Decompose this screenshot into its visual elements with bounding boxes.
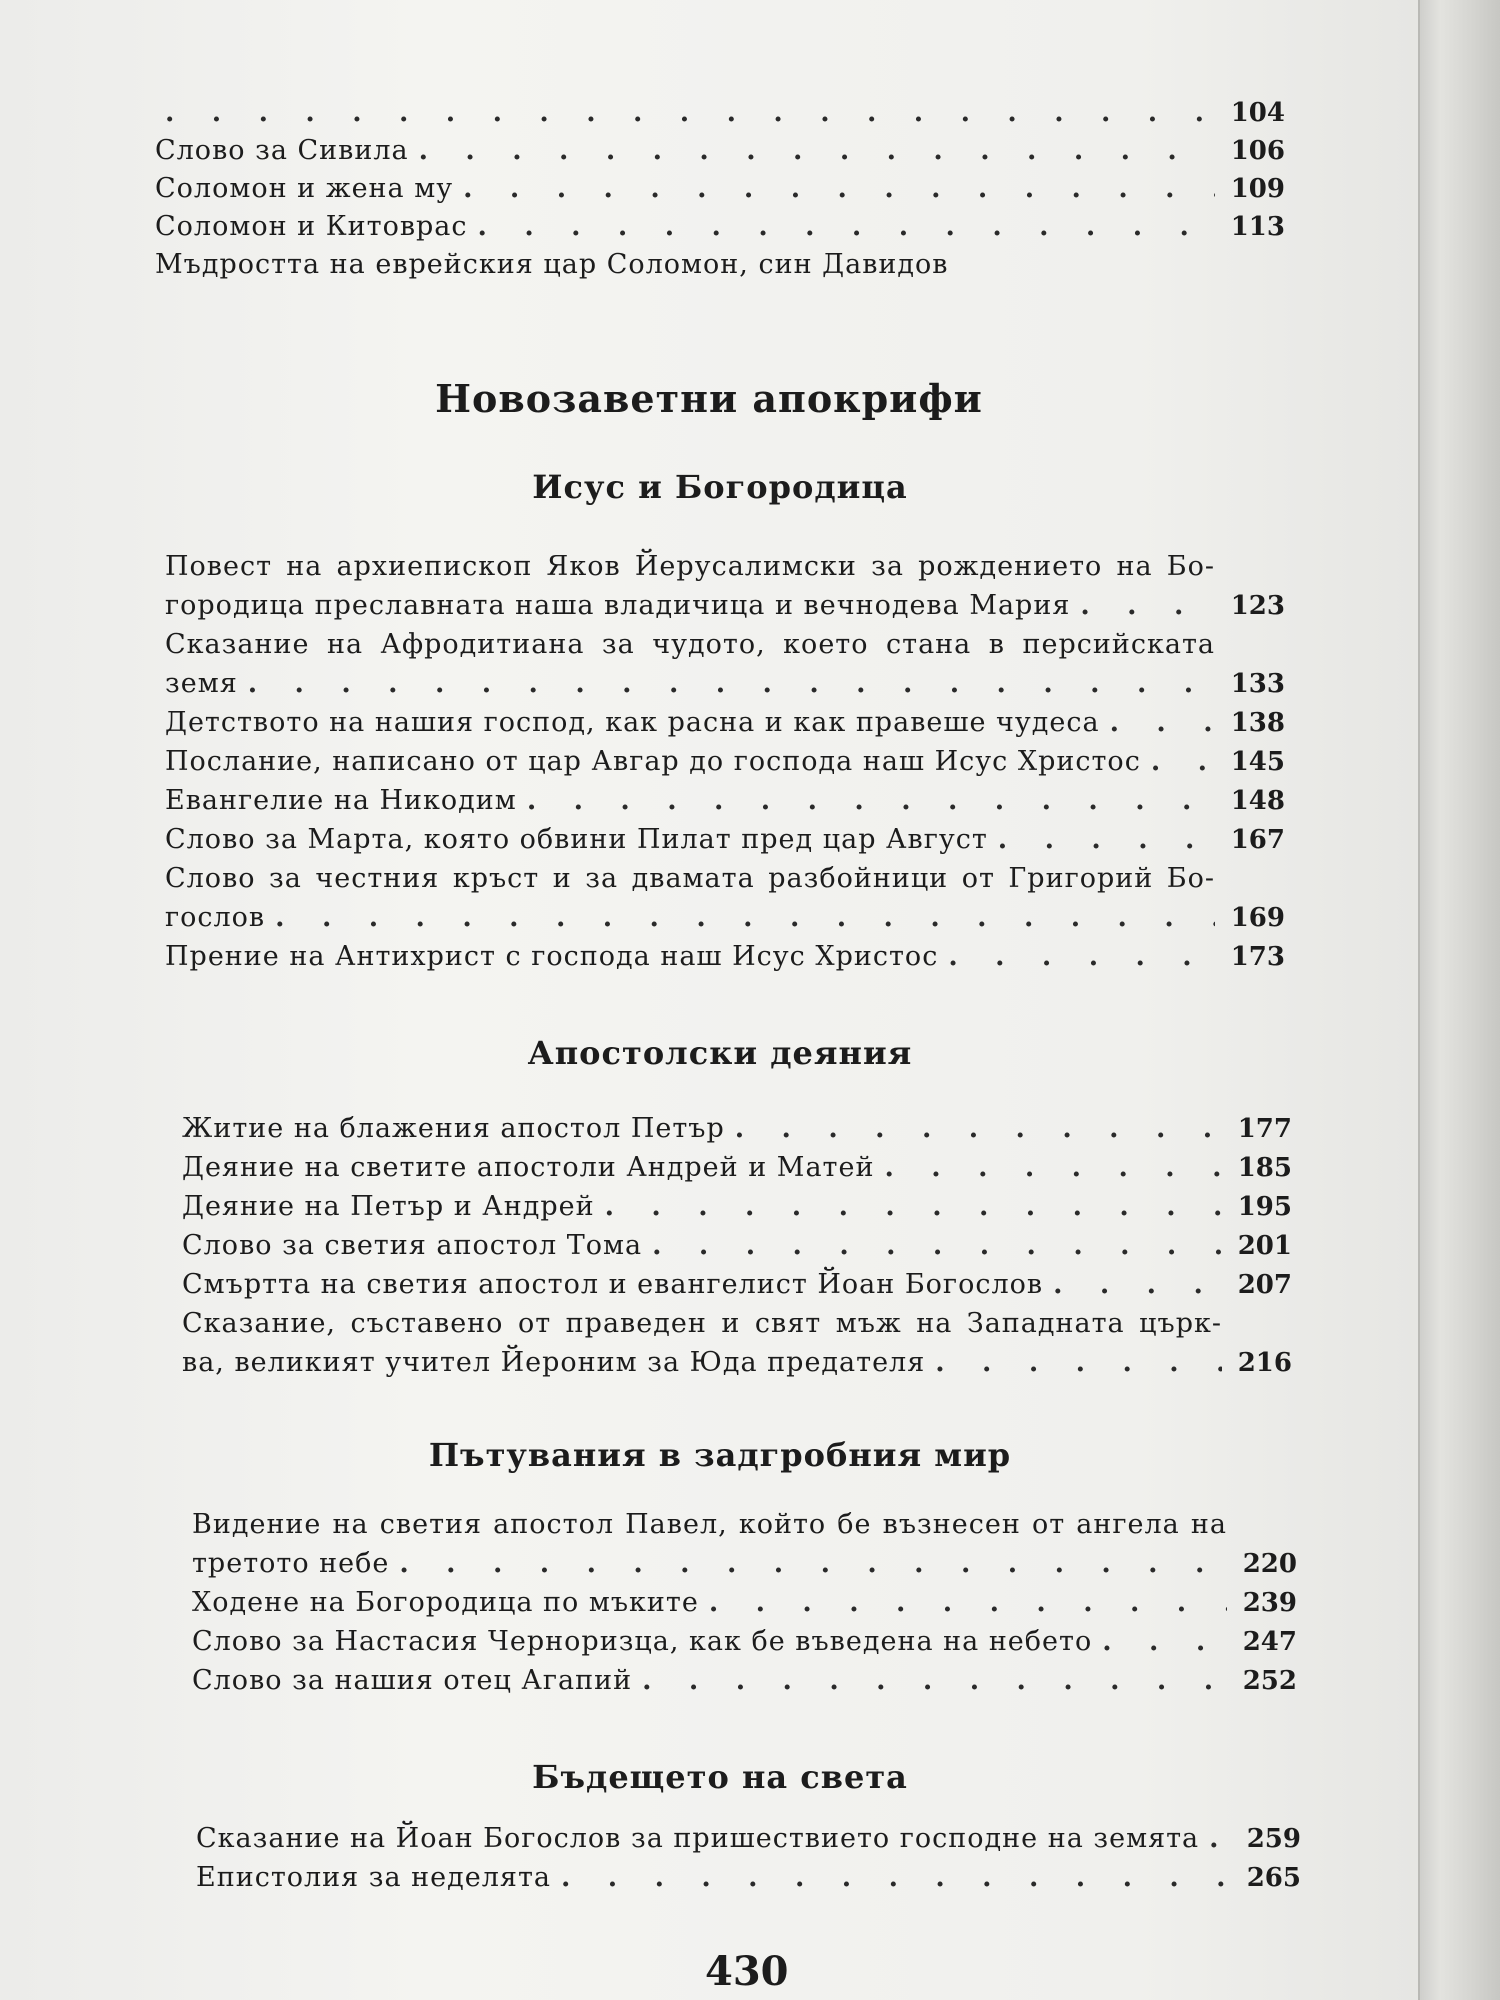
toc-line	[182, 1268, 1292, 1302]
toc-entry-page: 220	[1242, 1549, 1297, 1579]
toc-line	[182, 1151, 1292, 1185]
toc-entry-page: 104	[1230, 98, 1285, 128]
toc-line	[165, 589, 1285, 623]
toc-line	[182, 1346, 1292, 1380]
toc-entry-title: гослов	[165, 902, 266, 933]
toc-entry-page: 167	[1230, 825, 1285, 855]
section-title: Бъдещето на света	[532, 1758, 908, 1796]
section-title: Апостолски деяния	[527, 1034, 913, 1072]
dot-leader	[561, 1861, 1231, 1895]
toc-line	[165, 706, 1285, 740]
dot-leader	[1209, 1822, 1231, 1856]
toc-line	[196, 1861, 1301, 1895]
dot-leader	[248, 667, 1215, 701]
toc-entry-title: Мъдростта на еврейския цар Соломон, син Давидов	[155, 249, 949, 280]
dot-leader	[1151, 745, 1215, 779]
toc-entry-page: 185	[1237, 1153, 1292, 1183]
toc-entry-page: 173	[1230, 942, 1285, 972]
toc-entry-page: 148	[1230, 786, 1285, 816]
dot-leader	[605, 1190, 1222, 1224]
toc-line	[165, 745, 1285, 779]
toc-line	[165, 784, 1285, 818]
toc-line	[182, 1229, 1292, 1263]
toc-line	[192, 1625, 1297, 1659]
dot-leader	[1110, 706, 1215, 740]
toc-entry-title: Соломон и жена му	[155, 173, 454, 204]
toc-line	[155, 96, 1285, 130]
toc-line	[192, 1547, 1297, 1581]
toc-entry-page: 123	[1230, 591, 1285, 621]
toc-entry-title: Ходене на Богородица по мъките	[192, 1587, 699, 1618]
section-title: Исус и Богородица	[532, 468, 908, 506]
toc-entry-page: 169	[1230, 903, 1285, 933]
toc-entry-title: городица преславната наша владичица и вечнодева Мария	[165, 590, 1071, 621]
section-title: Пътувания в задгробния мир	[428, 1436, 1012, 1474]
dot-leader	[275, 901, 1215, 935]
toc-entry-title: Соломон и Китоврас	[155, 211, 468, 242]
toc-entry-title: Сказание, съставено от праведен и свят мъж на Западната църк-	[182, 1308, 1222, 1339]
toc-entry-page: 265	[1246, 1863, 1301, 1893]
toc-entry-title: Повест на архиепископ Яков Йерусалимски за рождението на Бо-	[165, 551, 1215, 582]
dot-leader	[1053, 1268, 1222, 1302]
toc-entry-title: Евангелие на Никодим	[165, 785, 517, 816]
toc-entry-title: Послание, написано от цар Авгар до господа наш Исус Христос	[165, 746, 1141, 777]
toc-entry-title: Слово за Марта, която обвини Пилат пред цар Август	[165, 824, 988, 855]
part-title: Новозаветни апокрифи	[435, 376, 983, 421]
toc-line	[165, 667, 1285, 701]
toc-entry-title: Слово за светия апостол Тома	[182, 1230, 643, 1261]
dot-leader	[165, 96, 1215, 130]
toc-entry-page: 216	[1237, 1348, 1292, 1378]
toc-entry-title: Слово за нашия отец Агапий	[192, 1665, 633, 1696]
toc-entry-title: Житие на блажения апостол Петър	[182, 1113, 725, 1144]
page-edge	[1418, 0, 1500, 2000]
toc-line	[155, 172, 1285, 206]
toc-entry-title: земя	[165, 668, 238, 699]
dot-leader	[935, 1346, 1222, 1380]
dot-leader	[884, 1151, 1222, 1185]
dot-leader	[642, 1664, 1227, 1698]
toc-entry-page: 145	[1230, 747, 1285, 777]
dot-leader	[463, 172, 1215, 206]
toc-entry-title: Слово за Сивила	[155, 135, 409, 166]
toc-entry-page: 247	[1242, 1627, 1297, 1657]
toc-entry-title: третото небе	[192, 1548, 390, 1579]
toc-entry-page: 133	[1230, 669, 1285, 699]
toc-entry-page: 106	[1230, 136, 1285, 166]
toc-entry-title: Смъртта на светия апостол и евангелист Йоан Богослов	[182, 1269, 1044, 1300]
toc-entry-title: Сказание на Йоан Богослов за пришествието господне на земята	[196, 1823, 1200, 1854]
toc-line	[155, 248, 1285, 282]
toc-line	[196, 1822, 1301, 1856]
toc-entry-title: ва, великият учител Йероним за Юда предателя	[182, 1347, 926, 1378]
toc-line	[182, 1112, 1292, 1146]
toc-entry-page: 113	[1230, 212, 1285, 242]
toc-entry-page: 252	[1242, 1666, 1297, 1696]
dot-leader	[527, 784, 1215, 818]
toc-entry-page: 195	[1237, 1192, 1292, 1222]
toc-entry-title: Слово за честния кръст и за двамата разбойници от Григорий Бо-	[165, 863, 1215, 894]
page-number: 430	[705, 1948, 789, 1995]
toc-entry-page: 109	[1230, 174, 1285, 204]
toc-entry-title: Деяние на Петър и Андрей	[182, 1191, 595, 1222]
toc-line	[165, 823, 1285, 857]
toc-entry-title: Сказание на Афродитиана за чудото, което стана в персийската	[165, 629, 1215, 660]
toc-entry-page: 177	[1237, 1114, 1292, 1144]
toc-line	[155, 134, 1285, 168]
toc-entry-title: Прение на Антихрист с господа наш Исус Христос	[165, 941, 939, 972]
toc-line	[182, 1190, 1292, 1224]
dot-leader	[419, 134, 1215, 168]
dot-leader	[735, 1112, 1222, 1146]
dot-leader	[709, 1586, 1227, 1620]
dot-leader	[948, 940, 1215, 974]
toc-line	[192, 1586, 1297, 1620]
dot-leader	[652, 1229, 1222, 1263]
dot-leader	[399, 1547, 1227, 1581]
toc-entry-title: Слово за Настасия Черноризца, как бе въведена на небето	[192, 1626, 1093, 1657]
toc-entry-title: Деяние на светите апостоли Андрей и Матей	[182, 1152, 875, 1183]
toc-entry-page: 239	[1242, 1588, 1297, 1618]
dot-leader	[478, 210, 1215, 244]
toc-line	[165, 940, 1285, 974]
toc-entry-page: 259	[1246, 1824, 1301, 1854]
dot-leader	[998, 823, 1215, 857]
toc-entry-page: 201	[1237, 1231, 1292, 1261]
toc-line	[165, 901, 1285, 935]
toc-entry-title: Видение на светия апостол Павел, който бе възнесен от ангела на	[192, 1509, 1227, 1540]
dot-leader	[1080, 589, 1215, 623]
toc-line	[155, 210, 1285, 244]
toc-entry-page: 138	[1230, 708, 1285, 738]
toc-entry-title: Епистолия за неделята	[196, 1862, 551, 1893]
toc-line	[192, 1664, 1297, 1698]
toc-entry-title: Детството на нашия господ, как расна и как правеше чудеса	[165, 707, 1100, 738]
dot-leader	[1102, 1625, 1227, 1659]
toc-entry-page: 207	[1237, 1270, 1292, 1300]
